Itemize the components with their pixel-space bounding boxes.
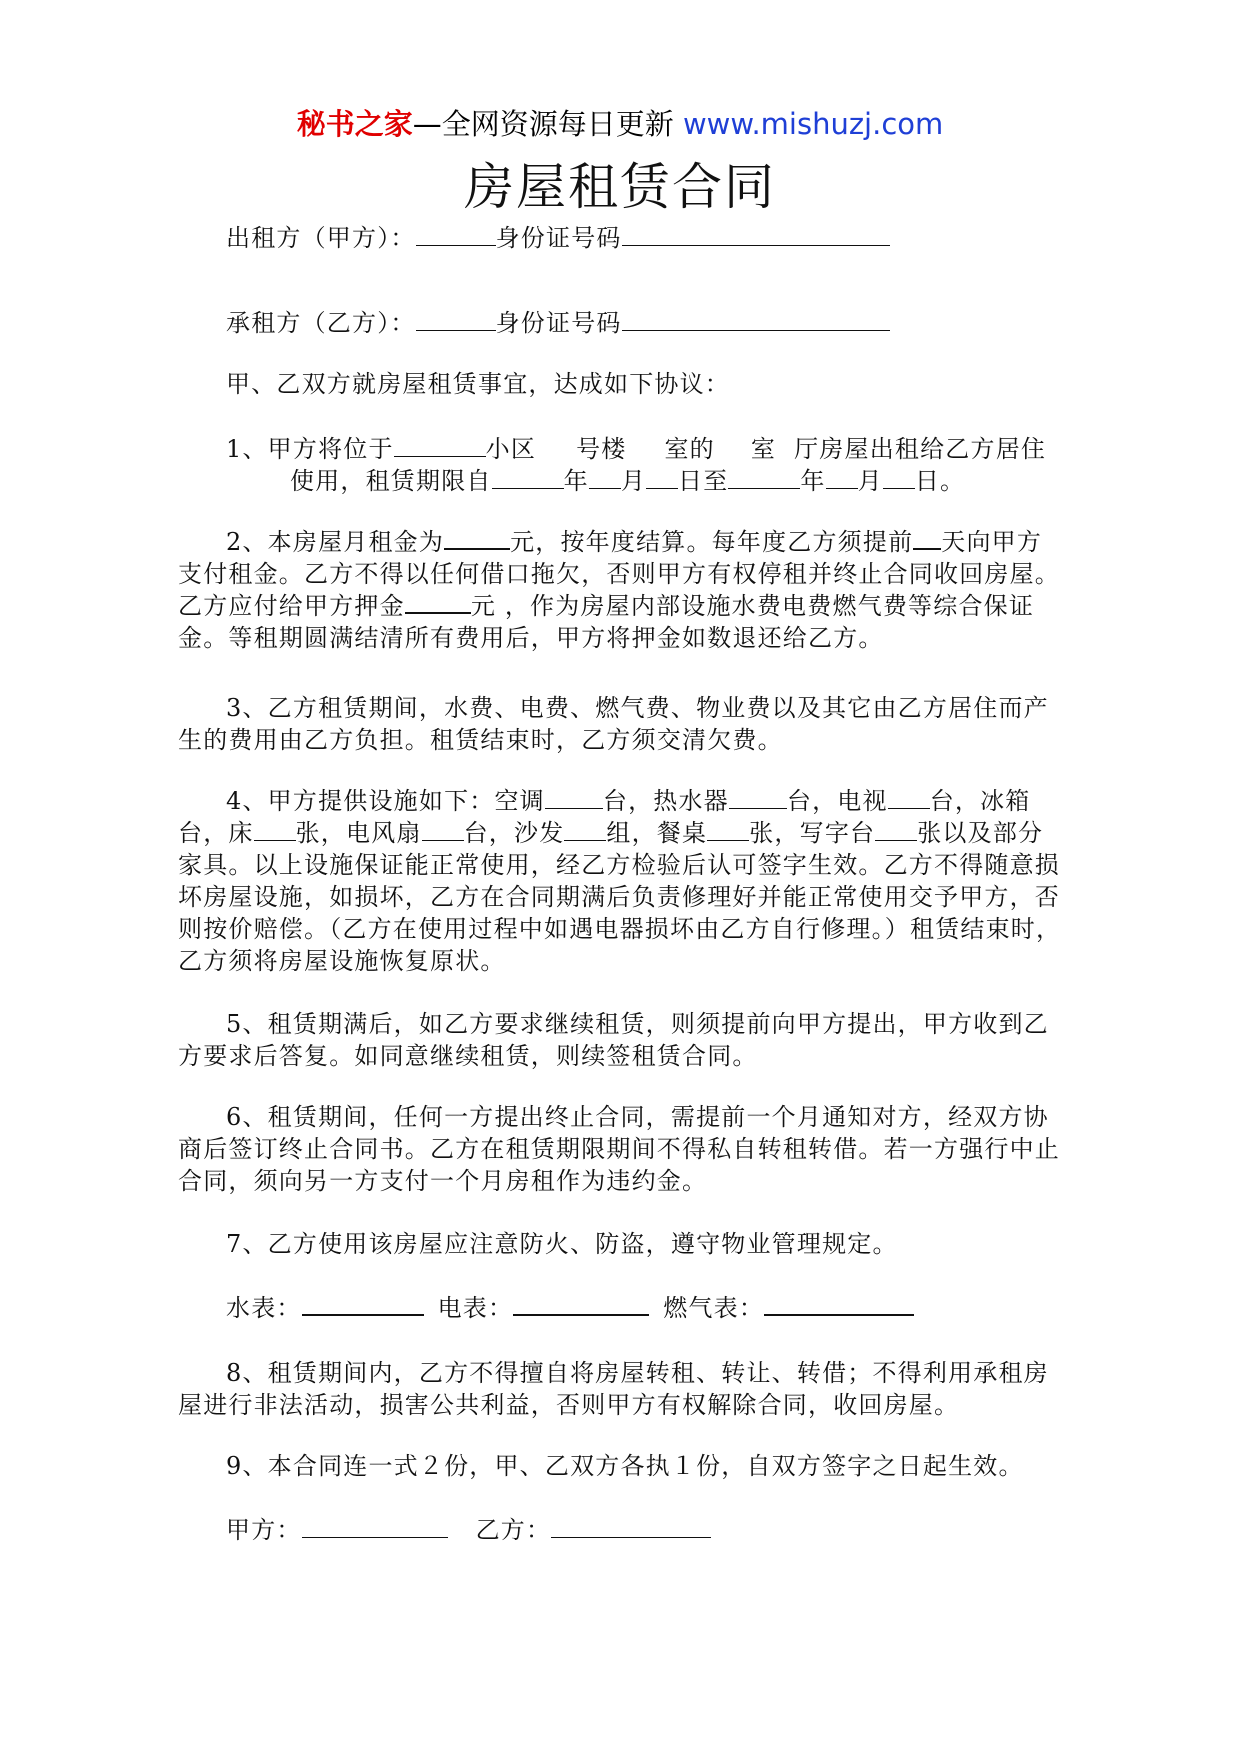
clause-4-text: 台，电视 [786, 787, 888, 815]
clause-4-text: 台，沙发 [463, 819, 565, 847]
tv-count-blank[interactable] [888, 786, 930, 809]
water-meter-label: 水表： [226, 1294, 302, 1322]
clause-4-text: 张，电风扇 [295, 819, 422, 847]
lessee-label: 承租方（乙方）： [226, 309, 416, 337]
party-a-signature-blank[interactable] [302, 1515, 448, 1538]
electric-meter-label: 电表： [437, 1294, 514, 1322]
end-month-blank[interactable] [826, 466, 858, 489]
clause-8: 8、租赁期间内，乙方不得擅自将房屋转租、转让、转借；不得利用承租房屋进行非法活动，损害公共利益，否则甲方有权解除合同，收回房屋。 [178, 1359, 1049, 1419]
clause-1-text: 月 [857, 467, 883, 495]
clause-1-text: 月 [620, 467, 647, 495]
clause-1-text: 室 [750, 435, 777, 463]
signature-line [226, 1514, 711, 1546]
clause-4-text: 4、甲方提供设施如下：空调 [226, 787, 545, 815]
clause-1-text: 室的 [664, 435, 715, 463]
site-url-link[interactable]: www.mishuzj.com [682, 107, 944, 141]
end-day-blank[interactable] [883, 466, 915, 489]
deposit-blank[interactable] [405, 590, 471, 614]
ac-count-blank[interactable] [545, 786, 603, 809]
clause-1-text: 日至 [678, 467, 729, 495]
sofa-count-blank[interactable] [564, 818, 606, 841]
bed-count-blank[interactable] [254, 818, 296, 841]
end-year-blank[interactable] [728, 466, 800, 489]
clause-1-text: 日。 [914, 467, 966, 495]
desk-count-blank[interactable] [875, 818, 917, 841]
electric-meter-blank[interactable] [513, 1292, 649, 1316]
clause-1-text: 年 [563, 467, 589, 495]
clause-1-text: 年 [800, 467, 826, 495]
start-day-blank[interactable] [646, 466, 678, 489]
site-header [0, 104, 1240, 144]
clause-9: 9、本合同连一式２份，甲、乙双方各执１份，自双方签字之日起生效。 [226, 1452, 1024, 1480]
clause-5: 5、租赁期满后，如乙方要求继续租赁，则须提前向甲方提出，甲方收到乙方要求后答复。如同意继续租赁，则续签租赁合同。 [178, 1010, 1049, 1070]
clause-4-text: 组，餐桌 [606, 819, 708, 847]
meter-readings [226, 1292, 914, 1324]
clause-1 [226, 433, 1066, 497]
clause-1-text: 1、甲方将位于 [226, 435, 394, 463]
location-blank[interactable] [394, 434, 486, 457]
clause-1-text: 号楼 [576, 435, 627, 463]
party-b-signature-blank[interactable] [551, 1515, 711, 1538]
gas-meter-blank[interactable] [764, 1292, 914, 1316]
lessor-label: 出租方（甲方）： [226, 224, 416, 252]
lessee-line [226, 307, 890, 339]
water-meter-blank[interactable] [302, 1292, 424, 1316]
clause-1-text: 厅房屋出租给乙方居住 [794, 435, 1047, 463]
clause-2 [178, 526, 1064, 654]
clause-4-text: 张，写字台 [749, 819, 876, 847]
start-year-blank[interactable] [492, 466, 564, 489]
clause-1-text: 小区 [485, 435, 537, 463]
clause-4 [178, 785, 1064, 977]
lessor-name-blank[interactable] [416, 223, 496, 246]
clause-4-text: 台，冰箱台，床 [178, 787, 1031, 847]
clause-2-text: 天向甲方支付租金。乙方不得以任何借口拖欠，否则甲方有权停租并终止合同收回房屋。乙方应付给甲方押金 [178, 528, 1060, 620]
clause-2-text: 2、本房屋月租金为 [226, 528, 445, 556]
clause-3: 3、乙方租赁期间，水费、电费、燃气费、物业费以及其它由乙方居住而产生的费用由乙方负担。租赁结束时，乙方须交清欠费。 [178, 694, 1049, 754]
clause-4-text: 张以及部分家具。以上设施保证能正常使用，经乙方检验后认可签字生效。乙方不得随意损坏房屋设施，如损坏，乙方在合同期满后负责修理好并能正常使用交予甲方，否则按价赔偿。（乙方在使用过程中如遇电器损坏由乙方自行修理。）租赁结束时，乙方须将房屋设施恢复原状。 [178, 819, 1062, 975]
intro-text: 甲、乙双方就房屋租赁事宜，达成如下协议： [226, 370, 730, 398]
clause-1-text: 使用，租赁期限自 [290, 467, 492, 495]
lessee-id-label: 身份证号码 [495, 309, 622, 337]
site-slogan: —全网资源每日更新 [412, 107, 674, 141]
document-title: 房屋租赁合同 [464, 158, 776, 216]
advance-days-blank[interactable] [913, 526, 941, 550]
clause-7: 7、乙方使用该房屋应注意防火、防盗，遵守物业管理规定。 [226, 1230, 898, 1258]
lessee-id-blank[interactable] [622, 308, 890, 331]
fan-count-blank[interactable] [422, 818, 464, 841]
lessor-id-label: 身份证号码 [495, 224, 622, 252]
clause-6: 6、租赁期间，任何一方提出终止合同，需提前一个月通知对方，经双方协商后签订终止合同书。乙方在租赁期限期间不得私自转租转借。若一方强行中止合同，须向另一方支付一个月房租作为违约金。 [178, 1103, 1060, 1195]
heater-count-blank[interactable] [729, 786, 787, 809]
lessor-id-blank[interactable] [622, 223, 890, 246]
lessor-line [226, 222, 890, 254]
clause-2-text: 元，按年度结算。每年度乙方须提前 [510, 528, 914, 556]
party-a-signature-label: 甲方： [226, 1516, 302, 1544]
lessee-name-blank[interactable] [416, 308, 496, 331]
brand-name: 秘书之家 [296, 107, 413, 141]
start-month-blank[interactable] [589, 466, 621, 489]
gas-meter-label: 燃气表： [663, 1294, 765, 1322]
clause-4-text: 台，热水器 [602, 787, 729, 815]
table-count-blank[interactable] [707, 818, 749, 841]
monthly-rent-blank[interactable] [444, 526, 510, 550]
clause-2-text: 元 ，作为房屋内部设施水费电费燃气费等综合保证金。等租期圆满结清所有费用后，甲方将押金如数退还给乙方。 [178, 592, 1035, 652]
party-b-signature-label: 乙方： [475, 1516, 552, 1544]
